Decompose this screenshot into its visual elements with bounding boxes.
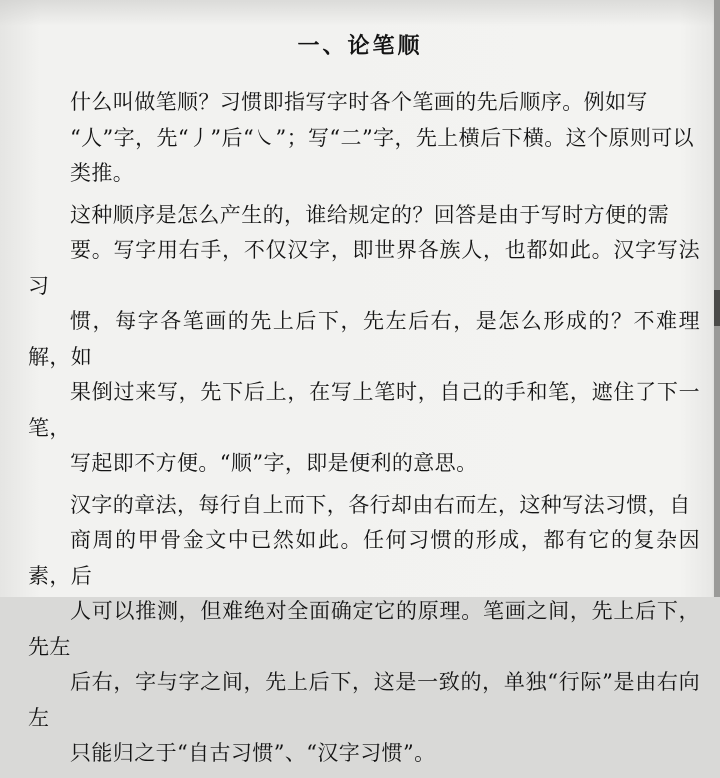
text-line: 要。写字用右手，不仅汉字，即世界各族人，也都如此。汉字写法习	[28, 238, 700, 298]
text-line: 果倒过来写，先下后上，在写上笔时，自己的手和笔，遮住了下一笔，	[28, 380, 700, 440]
paragraph-1	[28, 85, 700, 192]
body-text	[28, 85, 700, 778]
text-line: “人”字，先“丿”后“㇏”；写“二”字，先上横后下横。这个原则可以	[70, 125, 695, 150]
text-line: 什么叫做笔顺？习惯即指写字时各个笔画的先后顺序。例如写	[70, 90, 648, 114]
text-line: 汉字的章法，每行自上而下，各行却由右而左，这种写法习惯，自	[70, 492, 691, 517]
text-line: 只能归之于“自古习惯”、“汉字习惯”。	[70, 741, 436, 765]
text-line: 人可以推测，但难绝对全面确定它的原理。笔画之间，先上后下，先左	[28, 599, 700, 659]
paragraph-2	[28, 198, 700, 482]
text-line: 后右，字与字之间，先上后下，这是一致的，单独“行际”是由右向左	[28, 670, 700, 730]
text-line: 写起即不方便。“顺”字，即是便利的意思。	[70, 451, 478, 475]
text-line: 惯，每字各笔画的先上后下，先左后右，是怎么形成的？不难理解，如	[28, 309, 700, 369]
page-edge-tab	[714, 290, 720, 326]
section-title: 一、论笔顺	[297, 34, 423, 59]
paragraph-3	[28, 488, 700, 772]
text-line: 这种顺序是怎么产生的，谁给规定的？回答是由于写时方便的需	[70, 202, 670, 227]
text-line: 类推。	[70, 161, 135, 185]
text-line: 商周的甲骨金文中已然如此。任何习惯的形成，都有它的复杂因素，后	[28, 528, 700, 588]
